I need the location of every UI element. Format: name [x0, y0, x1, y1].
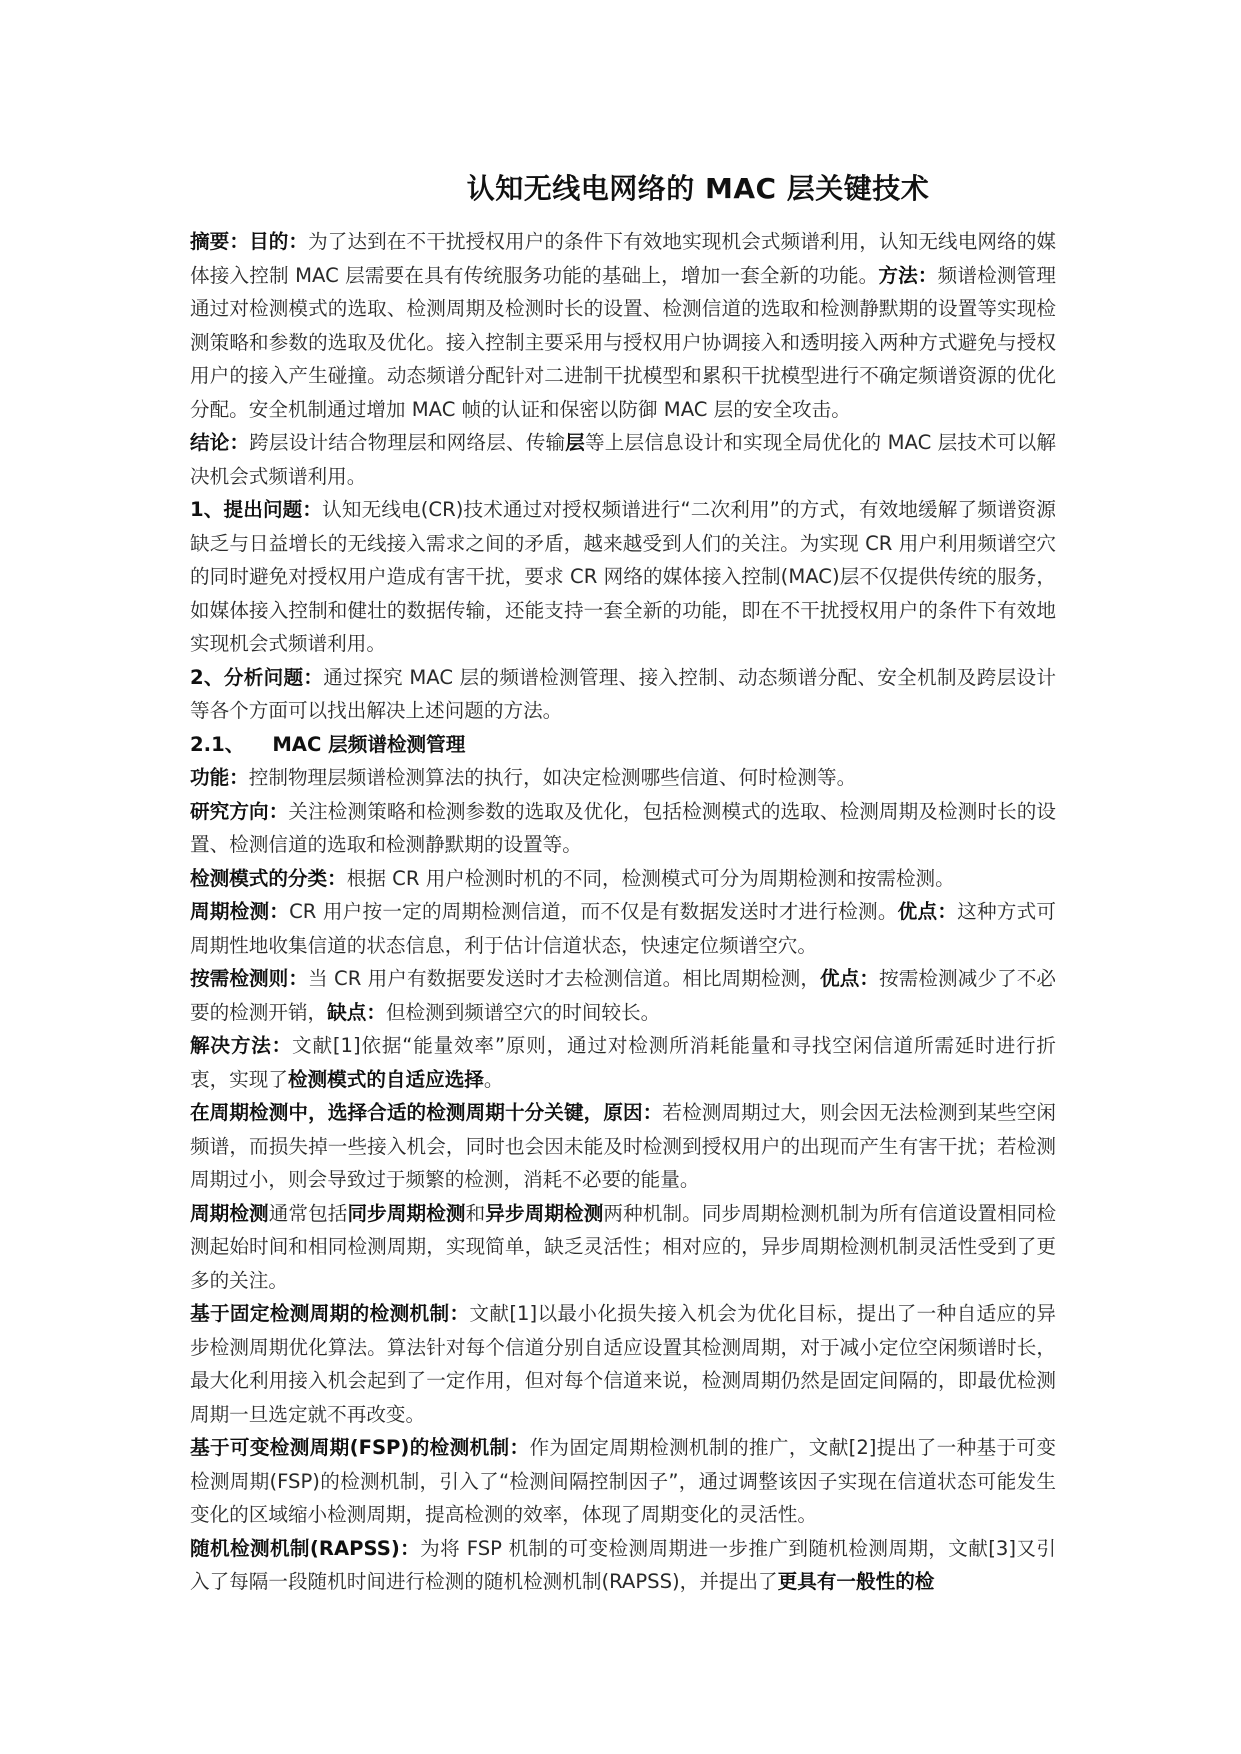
classify-text: 根据 CR 用户检测时机的不同，检测模式可分为周期检测和按需检测。 [346, 866, 955, 890]
mechanisms-bold-3: 异步周期检测 [485, 1201, 604, 1225]
mechanisms-text-3: 两种机制。同步周期检测机制为所有信道设置相同检测起始时间和相同检测周期，实现简单，缺乏灵活性；相对应的，异步周期检测机制灵活性受到了更多的关注。 [190, 1201, 1057, 1292]
section-1-label: 1、提出问题： [190, 498, 323, 521]
ondemand-disadvantage-label: 缺点： [327, 1000, 386, 1024]
classify-paragraph [190, 862, 1056, 896]
function-label: 功能： [190, 766, 249, 789]
solution-bold: 检测模式的自适应选择 [287, 1067, 484, 1091]
fixed-label: 基于固定检测周期的检测机制： [190, 1302, 470, 1325]
mechanisms-paragraph [190, 1197, 1056, 1298]
ondemand-text-1: 当 CR 用户有数据要发送时才去检测信道。相比周期检测， [308, 967, 821, 990]
ondemand-text-2: 按需检测减少了不必要的检测开销， [190, 967, 1057, 1024]
abstract-label: 摘要： [190, 230, 250, 253]
periodic-label: 周期检测： [190, 900, 290, 923]
periodic-key-paragraph [190, 1096, 1056, 1197]
section-2-label: 2、分析问题： [190, 665, 324, 689]
document-title: 认知无线电网络的 MAC 层关键技术 [466, 172, 930, 205]
conclusion-text-1: 跨层设计结合物理层和网络层、传输 [249, 431, 566, 454]
conclusion-bold: 层 [565, 431, 585, 454]
abstract-method-text: 频谱检测管理通过对检测模式的选取、检测周期及检测时长的设置、检测信道的选取和检测静默期的设置等实现检测策略和参数的选取及优化。接入控制主要采用与授权用户协调接入和透明接入两种方式避免与授权用户的接入产生碰撞。动态频谱分配针对二进制干扰模型和累积干扰模型进行不确定频谱资源的优化分配。安全机制通过增加 MAC 帧的认证和保密以防御 MAC 层的安全攻击。 [190, 263, 1056, 421]
solution-text-2: 。 [483, 1067, 504, 1091]
section-2-1-title: MAC 层频谱检测管理 [272, 732, 466, 756]
method-label: 方法： [878, 263, 938, 287]
rapss-text-1: 为将 FSP 机制的可变检测周期进一步推广到随机检测周期，文献[3]又引入了每隔一段随机时间进行检测的随机检测机制(RAPSS)，并提出了 [190, 1536, 1056, 1593]
conclusion-label: 结论： [190, 431, 250, 454]
solution-text-1: 文献[1]依据“能量效率”原则，通过对检测所消耗能量和寻找空闲信道所需延时进行折衷，实现了 [190, 1034, 1057, 1091]
rapss-bold: 更具有一般性的检 [777, 1570, 935, 1593]
section-2-paragraph [190, 661, 1056, 728]
research-paragraph [190, 795, 1056, 862]
solution-label: 解决方法： [190, 1034, 293, 1057]
research-label: 研究方向： [190, 799, 289, 823]
fsp-label: 基于可变检测周期(FSP)的检测机制： [190, 1436, 530, 1459]
section-1-paragraph [190, 493, 1056, 661]
abstract-purpose-text: 为了达到在不干扰授权用户的条件下有效地实现机会式频谱利用，认知无线电网络的媒体接入控制 MAC 层需要在具有传统服务功能的基础上，增加一套全新的功能。 [190, 230, 1057, 287]
fixed-paragraph [190, 1297, 1056, 1431]
mechanisms-bold-2: 同步周期检测 [347, 1201, 466, 1225]
fsp-text: 作为固定周期检测机制的推广，文献[2]提出了一种基于可变检测周期(FSP)的检测机制，引入了“检测间隔控制因子”，通过调整该因子实现在信道状态可能发生变化的区域缩小检测周期，提高检测的效率，体现了周期变化的灵活性。 [190, 1436, 1056, 1526]
conclusion-paragraph [190, 426, 1056, 493]
ondemand-paragraph [190, 962, 1056, 1029]
fsp-paragraph [190, 1431, 1056, 1532]
document-page [190, 155, 1056, 1599]
mechanisms-text-2: 和 [465, 1201, 486, 1225]
function-paragraph [190, 761, 1056, 795]
mechanisms-bold-1: 周期检测 [190, 1201, 269, 1225]
solution-paragraph [190, 1029, 1056, 1096]
function-text: 控制物理层频谱检测算法的执行，如决定检测哪些信道、何时检测等。 [248, 766, 857, 789]
section-2-text: 通过探究 MAC 层的频谱检测管理、接入控制、动态频谱分配、安全机制及跨层设计等各个方面可以找出解决上述问题的方法。 [190, 665, 1056, 722]
abstract-paragraph [190, 225, 1056, 426]
section-2-1-number: 2.1、 [190, 732, 245, 756]
periodic-paragraph [190, 895, 1056, 962]
section-2-1-heading [190, 728, 1056, 762]
ondemand-advantage-label: 优点： [820, 967, 880, 990]
periodic-text-2: 这种方式可周期性地收集信道的状态信息，利于估计信道状态，快速定位频谱空穴。 [190, 900, 1057, 957]
ondemand-text-3: 但检测到频谱空穴的时间较长。 [385, 1000, 661, 1024]
periodic-text-1: CR 用户按一定的周期检测信道，而不仅是有数据发送时才进行检测。 [289, 900, 898, 923]
periodic-advantage-label: 优点： [897, 900, 958, 923]
periodic-key-label: 在周期检测中，选择合适的检测周期十分关键，原因： [190, 1101, 663, 1124]
fixed-text: 文献[1]以最小化损失接入机会为优化目标，提出了一种自适应的异步检测周期优化算法。算法针对每个信道分别自适应设置其检测周期，对于减小定位空闲频谱时长，最大化利用接入机会起到了一定作用，但对每个信道来说，检测周期仍然是固定间隔的，即最优检测周期一旦选定就不再改变。 [190, 1302, 1056, 1426]
classify-label: 检测模式的分类： [190, 866, 347, 890]
conclusion-text-2: 等上层信息设计和实现全局优化的 MAC 层技术可以解决机会式频谱利用。 [190, 431, 1056, 488]
research-text: 关注检测策略和检测参数的选取及优化，包括检测模式的选取、检测周期及检测时长的设置、检测信道的选取和检测静默期的设置等。 [190, 799, 1057, 856]
purpose-label: 目的： [249, 230, 309, 253]
rapss-paragraph [190, 1532, 1056, 1599]
rapss-label: 随机检测机制(RAPSS)： [190, 1536, 421, 1560]
section-1-text: 认知无线电(CR)技术通过对授权频谱进行“二次利用”的方式，有效地缓解了频谱资源缺乏与日益增长的无线接入需求之间的矛盾，越来越受到人们的关注。为实现 CR 用户利用频谱空穴的同时避免对授权用户造成有害干扰，要求 CR 网络的媒体接入控制(MAC)层不仅提供传统的服务，如媒体接入控制和健壮的数据传输，还能支持一套全新的功能，即在不干扰授权用户的条件下有效地实现机会式频谱利用。 [190, 498, 1057, 655]
ondemand-label: 按需检测则： [190, 967, 309, 990]
mechanisms-text-1: 通常包括 [268, 1201, 348, 1225]
periodic-key-text: 若检测周期过大，则会因无法检测到某些空闲频谱，而损失掉一些接入机会，同时也会因未能及时检测到授权用户的出现而产生有害干扰；若检测周期过小，则会导致过于频繁的检测，消耗不必要的能量。 [190, 1101, 1057, 1191]
